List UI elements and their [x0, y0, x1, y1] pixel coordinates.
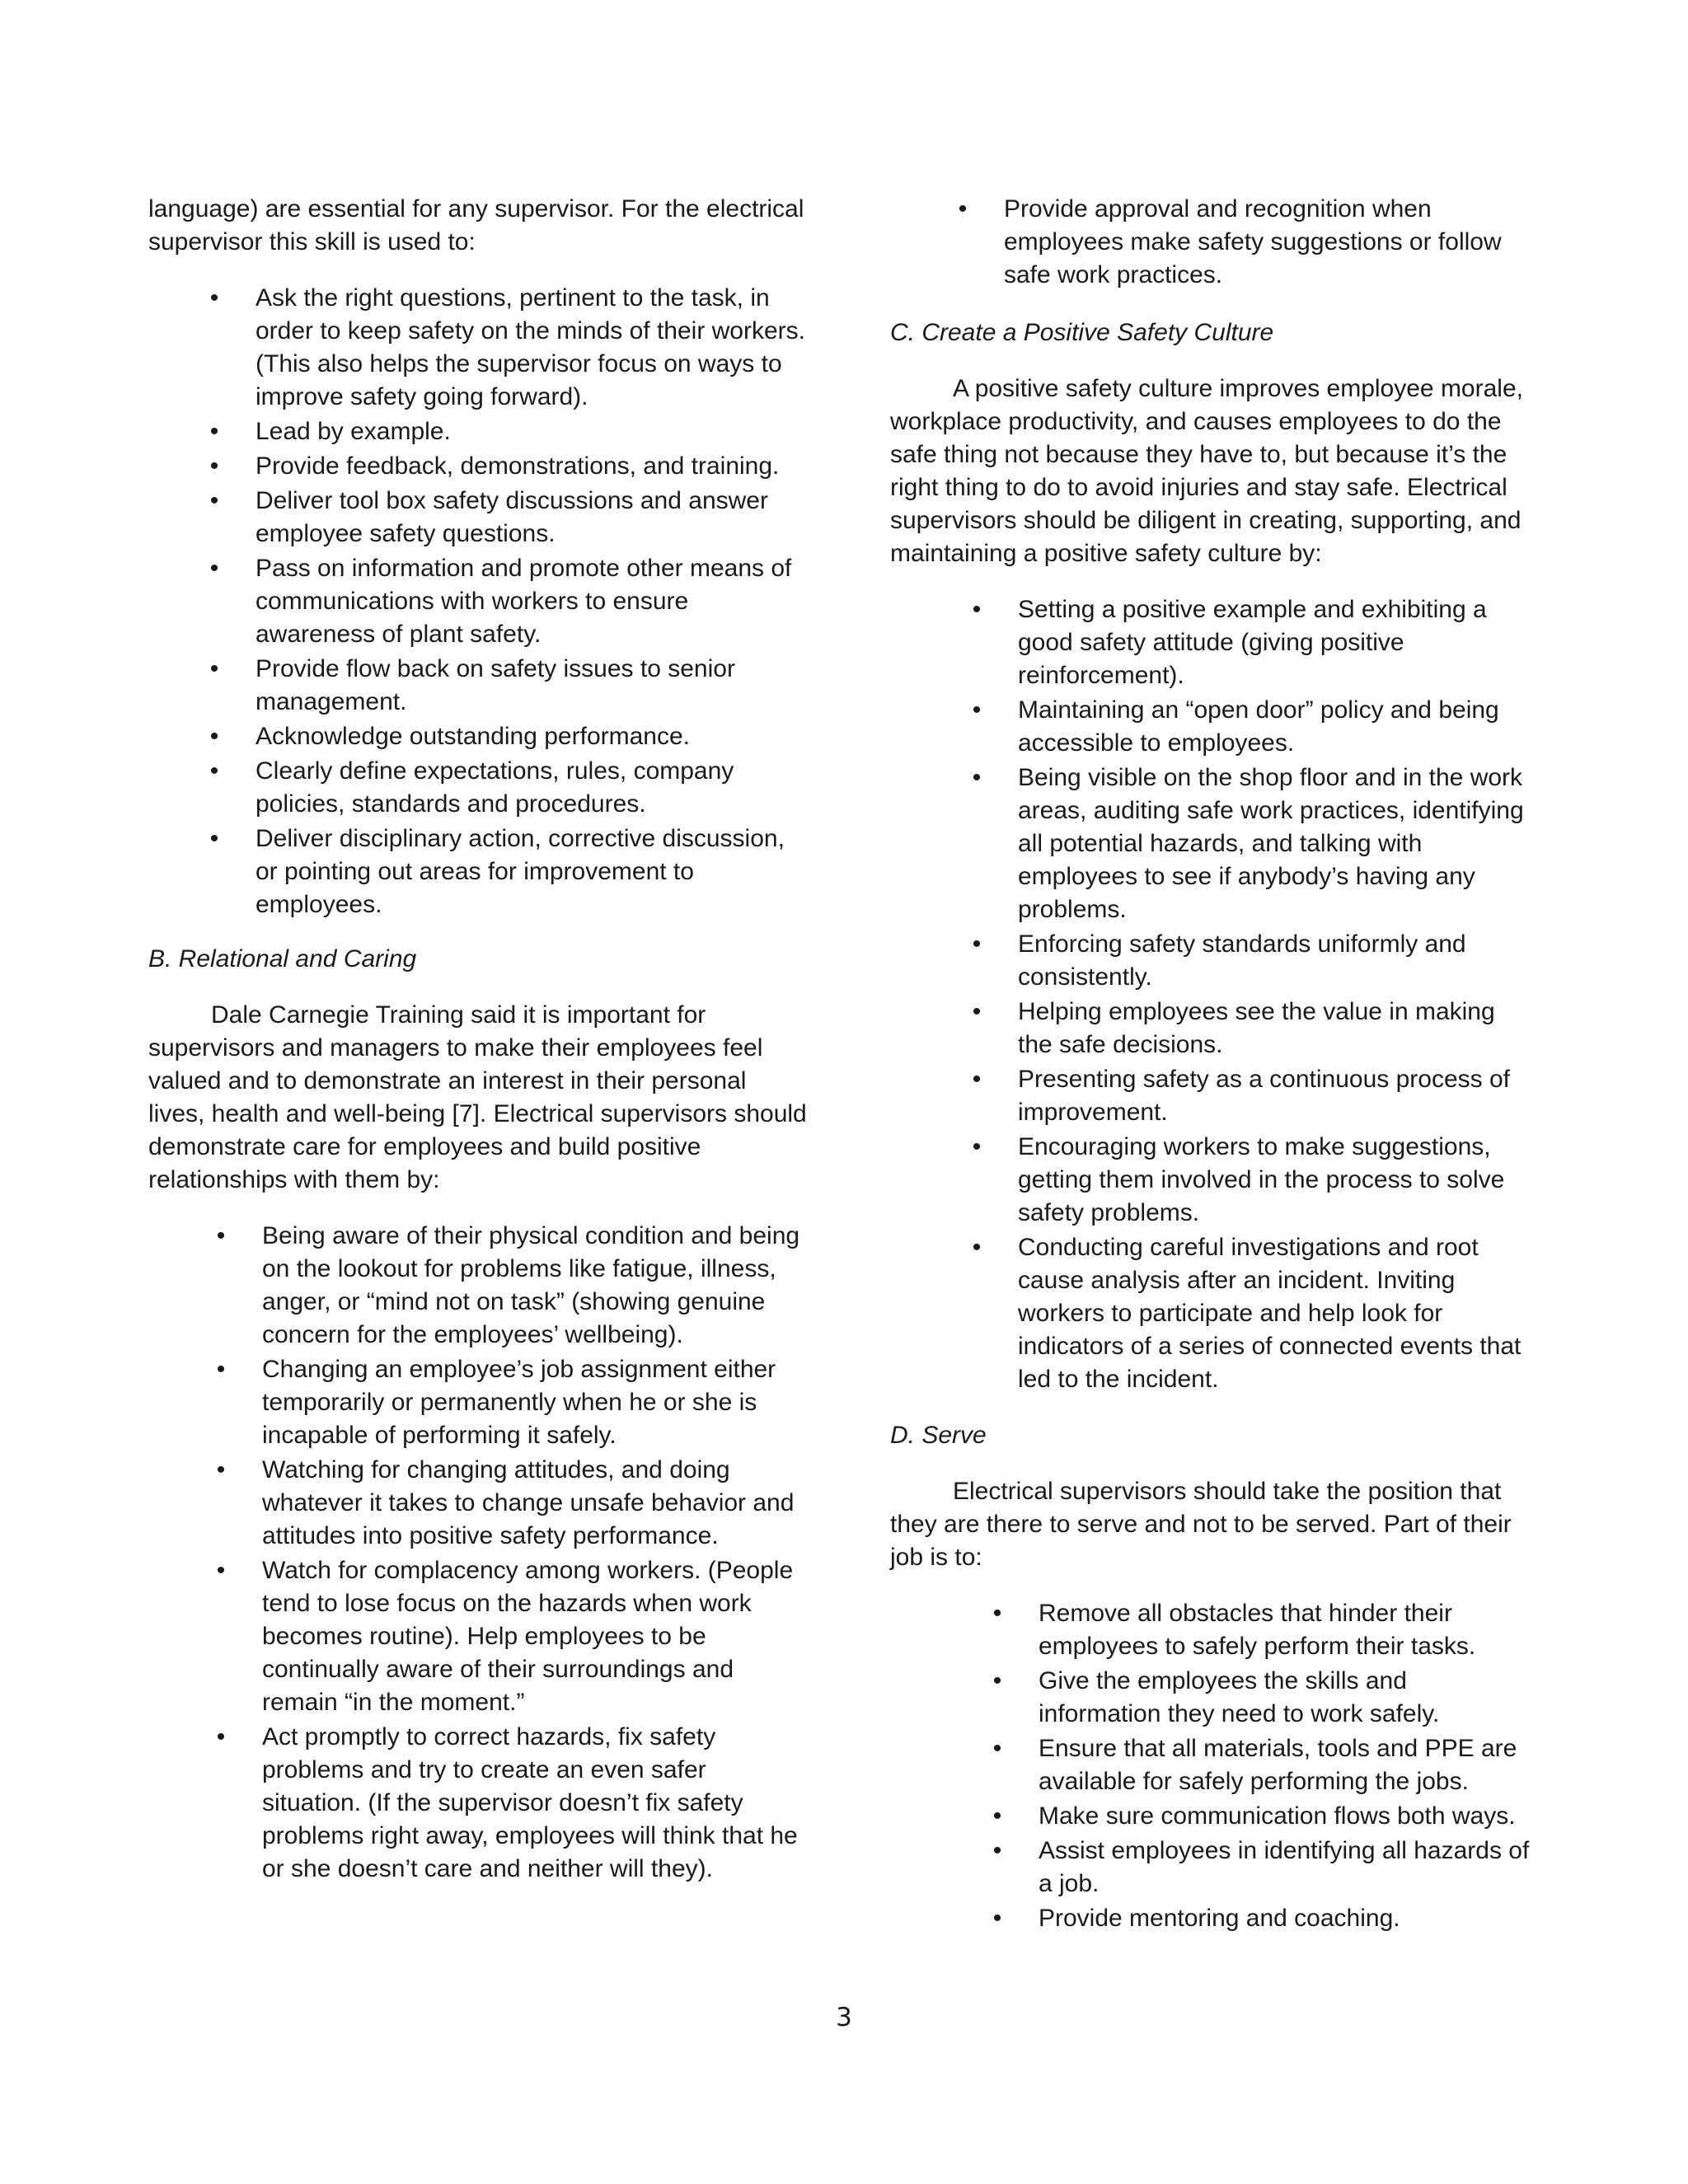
- list-item-text: Ensure that all materials, tools and PPE are available for safely performing the jobs.: [1039, 1735, 1517, 1795]
- list-item: [209, 282, 808, 414]
- list-item-text: Setting a positive example and exhibiting a good safety attitude (giving positive reinforcement).: [1018, 596, 1487, 689]
- list-item: [209, 720, 808, 753]
- list-item: [209, 450, 808, 483]
- list-item-text: Watch for complacency among workers. (People tend to lose focus on the hazards when work becomes routine). Help employees to be continually aware of their surroundings and remain “in the moment.”: [262, 1557, 794, 1716]
- bullet-icon: •: [958, 195, 968, 223]
- bullet-icon: •: [209, 723, 219, 750]
- section-b-paragraph: Dale Carnegie Training said it is important for supervisors and managers to make their employees feel valued and to demonstrate an interest in their personal lives, health and well-being [7]. Electrical supervisors should demonstrate care for employees and build positive relationships with them by:: [148, 1001, 807, 1193]
- bullet-icon: •: [992, 1735, 1002, 1762]
- list-item: [972, 1063, 1533, 1129]
- list-item: [972, 1231, 1533, 1396]
- list-item-text: Deliver tool box safety discussions and answer employee safety questions.: [256, 487, 768, 547]
- list-item: [209, 823, 808, 921]
- section-d-heading: D. Serve: [890, 1422, 987, 1449]
- list-item: [216, 1353, 808, 1452]
- list-item-text: Provide mentoring and coaching.: [1039, 1905, 1400, 1932]
- list-item: [216, 1220, 808, 1352]
- section-d-paragraph: Electrical supervisors should take the position that they are there to serve and not to be served. Part of their job is to:: [890, 1478, 1512, 1571]
- list-item: [958, 193, 1533, 292]
- approval-list: [958, 193, 1533, 292]
- bullet-icon: •: [972, 596, 982, 623]
- bullet-icon: •: [972, 1133, 982, 1160]
- list-item-text: Clearly define expectations, rules, company policies, standards and procedures.: [256, 757, 734, 818]
- list-item-text: Being aware of their physical condition and being on the lookout for problems like fatigue, illness, anger, or “mind not on task” (showing genuine concern for the employees’ wellbeing).: [262, 1222, 800, 1348]
- bullet-icon: •: [216, 1723, 226, 1750]
- bullet-icon: •: [209, 655, 219, 682]
- left-column: [148, 193, 808, 1909]
- list-item-text: Presenting safety as a continuous process of improvement.: [1018, 1066, 1511, 1126]
- section-c-paragraph: A positive safety culture improves employee morale, workplace productivity, and causes employees to do the safe thing not because they have to, but because it’s the right thing to do to avoid injuries and stay safe. Electrical supervisors should be diligent in creating, supporting, and maintaining a positive safety culture by:: [890, 375, 1523, 567]
- bullet-icon: •: [209, 284, 219, 312]
- list-item-text: Ask the right questions, pertinent to the task, in order to keep safety on the minds of their workers. (This also helps the supervisor focus on ways to improve safety going forward).: [256, 284, 805, 410]
- bullet-icon: •: [972, 764, 982, 791]
- bullet-icon: •: [209, 757, 219, 785]
- list-item: [216, 1554, 808, 1719]
- list-item-text: Changing an employee’s job assignment either temporarily or permanently when he or she is incapable of performing it safely.: [262, 1356, 776, 1449]
- list-item-text: Being visible on the shop floor and in the work areas, auditing safe work practices, identifying all potential hazards, and talking with employees to see if anybody’s having any problems.: [1018, 764, 1524, 923]
- bullet-icon: •: [209, 487, 219, 514]
- bullet-icon: •: [992, 1600, 1002, 1627]
- list-item: [972, 694, 1533, 760]
- list-item: [972, 1131, 1533, 1230]
- intro-paragraph: language) are essential for any supervisor. For the electrical supervisor this skill is used to:: [148, 195, 804, 255]
- list-item: [972, 593, 1533, 692]
- bullet-icon: •: [972, 1234, 982, 1261]
- list-item-text: Act promptly to correct hazards, fix safety problems and try to create an even safer situation. (If the supervisor doesn’t fix safety problems right away, employees will think that he or she doesn’t care and neither will they).: [262, 1723, 798, 1882]
- bullet-icon: •: [972, 998, 982, 1025]
- page-number: 3: [836, 2003, 852, 2032]
- list-item: [992, 1902, 1533, 1935]
- list-item-text: Give the employees the skills and information they need to work safely.: [1039, 1667, 1440, 1727]
- right-column: [890, 193, 1533, 1958]
- bullet-icon: •: [992, 1837, 1002, 1864]
- list-item: [992, 1732, 1533, 1798]
- list-item-text: Conducting careful investigations and root cause analysis after an incident. Inviting workers to participate and help look for indicators of a series of connected events that led to the incident.: [1018, 1234, 1522, 1393]
- list-item: [209, 653, 808, 719]
- list-item-text: Acknowledge outstanding performance.: [256, 723, 690, 750]
- section-c-heading: C. Create a Positive Safety Culture: [890, 319, 1274, 346]
- section-b-heading: B. Relational and Caring: [148, 945, 417, 972]
- bullet-icon: •: [992, 1905, 1002, 1932]
- list-item: [209, 552, 808, 651]
- caring-list: [216, 1220, 808, 1886]
- list-item-text: Watching for changing attitudes, and doing whatever it takes to change unsafe behavior and attitudes into positive safety performance.: [262, 1456, 795, 1549]
- list-item-text: Lead by example.: [256, 418, 451, 445]
- list-item: [216, 1454, 808, 1553]
- bullet-icon: •: [216, 1222, 226, 1249]
- list-item-text: Provide flow back on safety issues to senior management.: [256, 655, 735, 715]
- culture-list: [972, 593, 1533, 1396]
- list-item-text: Deliver disciplinary action, corrective discussion, or pointing out areas for improvement to employees.: [256, 825, 785, 918]
- list-item-text: Pass on information and promote other means of communications with workers to ensure awareness of plant safety.: [256, 555, 792, 648]
- list-item: [992, 1665, 1533, 1731]
- list-item: [992, 1800, 1533, 1833]
- bullet-icon: •: [209, 418, 219, 445]
- list-item: [972, 762, 1533, 926]
- bullet-icon: •: [972, 930, 982, 958]
- bullet-icon: •: [972, 696, 982, 724]
- bullet-icon: •: [209, 825, 219, 852]
- communication-list: [209, 282, 808, 921]
- bullet-icon: •: [209, 555, 219, 582]
- list-item-text: Provide feedback, demonstrations, and training.: [256, 452, 780, 480]
- list-item: [972, 996, 1533, 1062]
- bullet-icon: •: [972, 1066, 982, 1093]
- list-item-text: Encouraging workers to make suggestions, getting them involved in the process to solve safety problems.: [1018, 1133, 1505, 1226]
- list-item: [209, 415, 808, 448]
- list-item-text: Assist employees in identifying all hazards of a job.: [1039, 1837, 1530, 1897]
- bullet-icon: •: [992, 1802, 1002, 1830]
- list-item-text: Make sure communication flows both ways.: [1039, 1802, 1516, 1830]
- bullet-icon: •: [992, 1667, 1002, 1694]
- list-item: [992, 1597, 1533, 1663]
- list-item: [209, 485, 808, 551]
- bullet-icon: •: [216, 1557, 226, 1584]
- list-item-text: Provide approval and recognition when employees make safety suggestions or follow safe work practices.: [1004, 195, 1502, 288]
- list-item-text: Helping employees see the value in making the safe decisions.: [1018, 998, 1495, 1058]
- serve-list: [992, 1597, 1533, 1935]
- list-item-text: Enforcing safety standards uniformly and consistently.: [1018, 930, 1466, 991]
- list-item: [992, 1835, 1533, 1900]
- bullet-icon: •: [209, 452, 219, 480]
- list-item-text: Maintaining an “open door” policy and being accessible to employees.: [1018, 696, 1499, 757]
- list-item: [972, 928, 1533, 994]
- list-item-text: Remove all obstacles that hinder their employees to safely perform their tasks.: [1039, 1600, 1476, 1660]
- bullet-icon: •: [216, 1456, 226, 1483]
- list-item: [216, 1721, 808, 1886]
- bullet-icon: •: [216, 1356, 226, 1383]
- list-item: [209, 755, 808, 821]
